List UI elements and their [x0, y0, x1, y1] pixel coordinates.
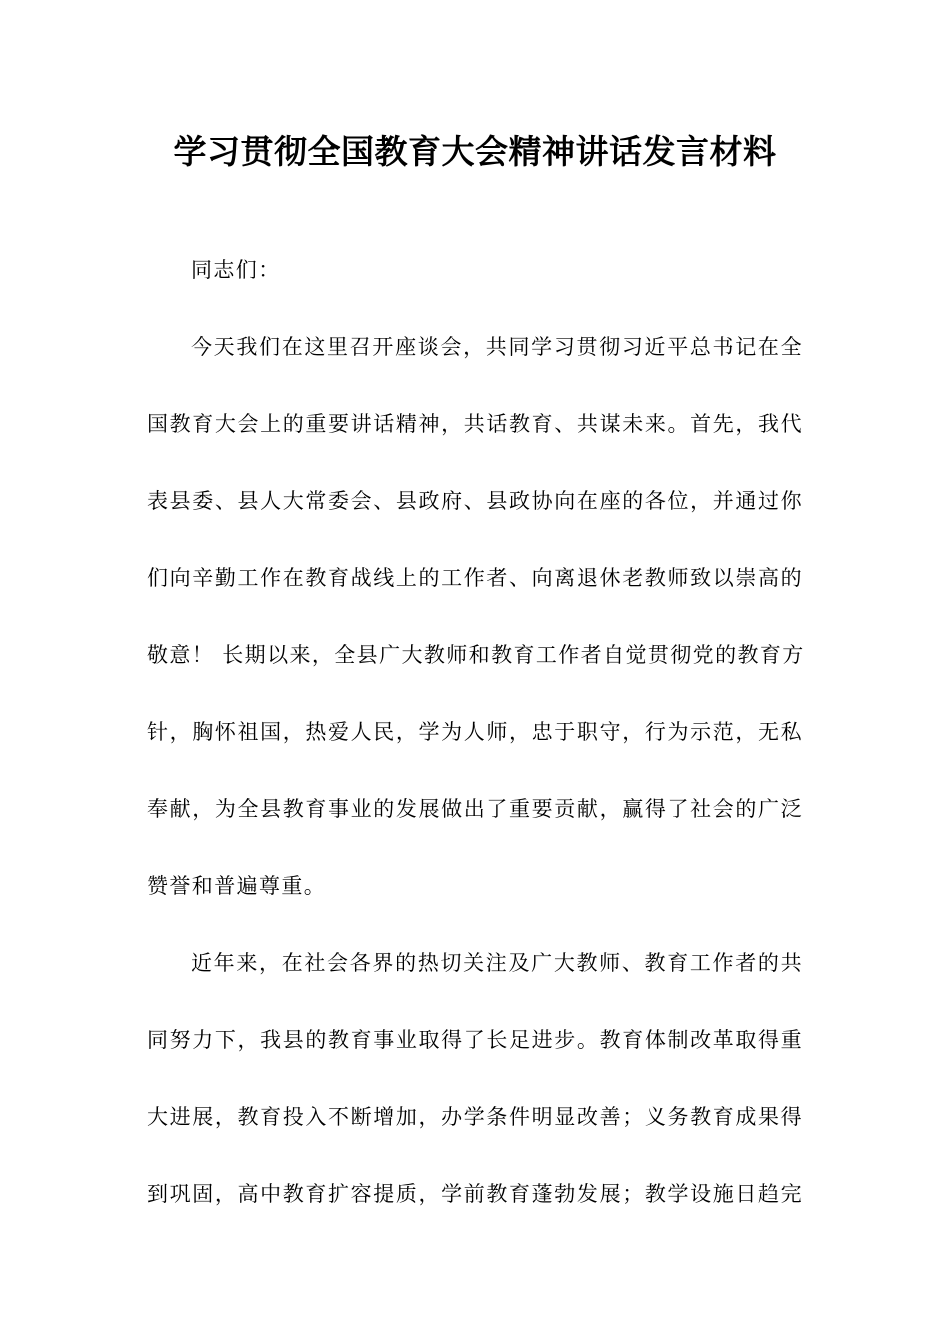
paragraph-1 [147, 309, 803, 925]
paragraph-line: 到巩固，高中教育扩容提质，学前教育蓬勃发展；教学设施日趋完 [147, 1182, 803, 1206]
paragraph-line: 敬意！ 长期以来，全县广大教师和教育工作者自觉贯彻党的教育方 [147, 643, 805, 667]
paragraph-line: 今天我们在这里召开座谈会，共同学习贯彻习近平总书记在全 [191, 335, 803, 359]
paragraph-line: 们向辛勤工作在教育战线上的工作者、向离退休老教师致以崇高的 [147, 566, 803, 590]
greeting-paragraph [147, 232, 803, 309]
paragraph-line: 赞誉和普遍尊重。 [147, 874, 327, 898]
paragraph-line: 表县委、县人大常委会、县政府、县政协向在座的各位，并通过你 [147, 489, 803, 513]
document-title: 学习贯彻全国教育大会精神讲话发言材料 [173, 132, 777, 171]
paragraph-line: 国教育大会上的重要讲话精神，共话教育、共谋未来。首先，我代 [147, 412, 803, 436]
document-body [147, 232, 803, 1233]
paragraph-2 [147, 925, 803, 1233]
paragraph-line: 大进展，教育投入不断增加，办学条件明显改善；义务教育成果得 [147, 1105, 803, 1129]
paragraph-line: 奉献，为全县教育事业的发展做出了重要贡献，赢得了社会的广泛 [147, 797, 803, 821]
paragraph-line: 同努力下，我县的教育事业取得了长足进步。教育体制改革取得重 [147, 1028, 803, 1052]
paragraph-line: 针，胸怀祖国，热爱人民，学为人师，忠于职守，行为示范，无私 [147, 720, 803, 744]
paragraph-line: 近年来，在社会各界的热切关注及广大教师、教育工作者的共 [191, 951, 803, 975]
greeting-line: 同志们： [191, 258, 281, 282]
